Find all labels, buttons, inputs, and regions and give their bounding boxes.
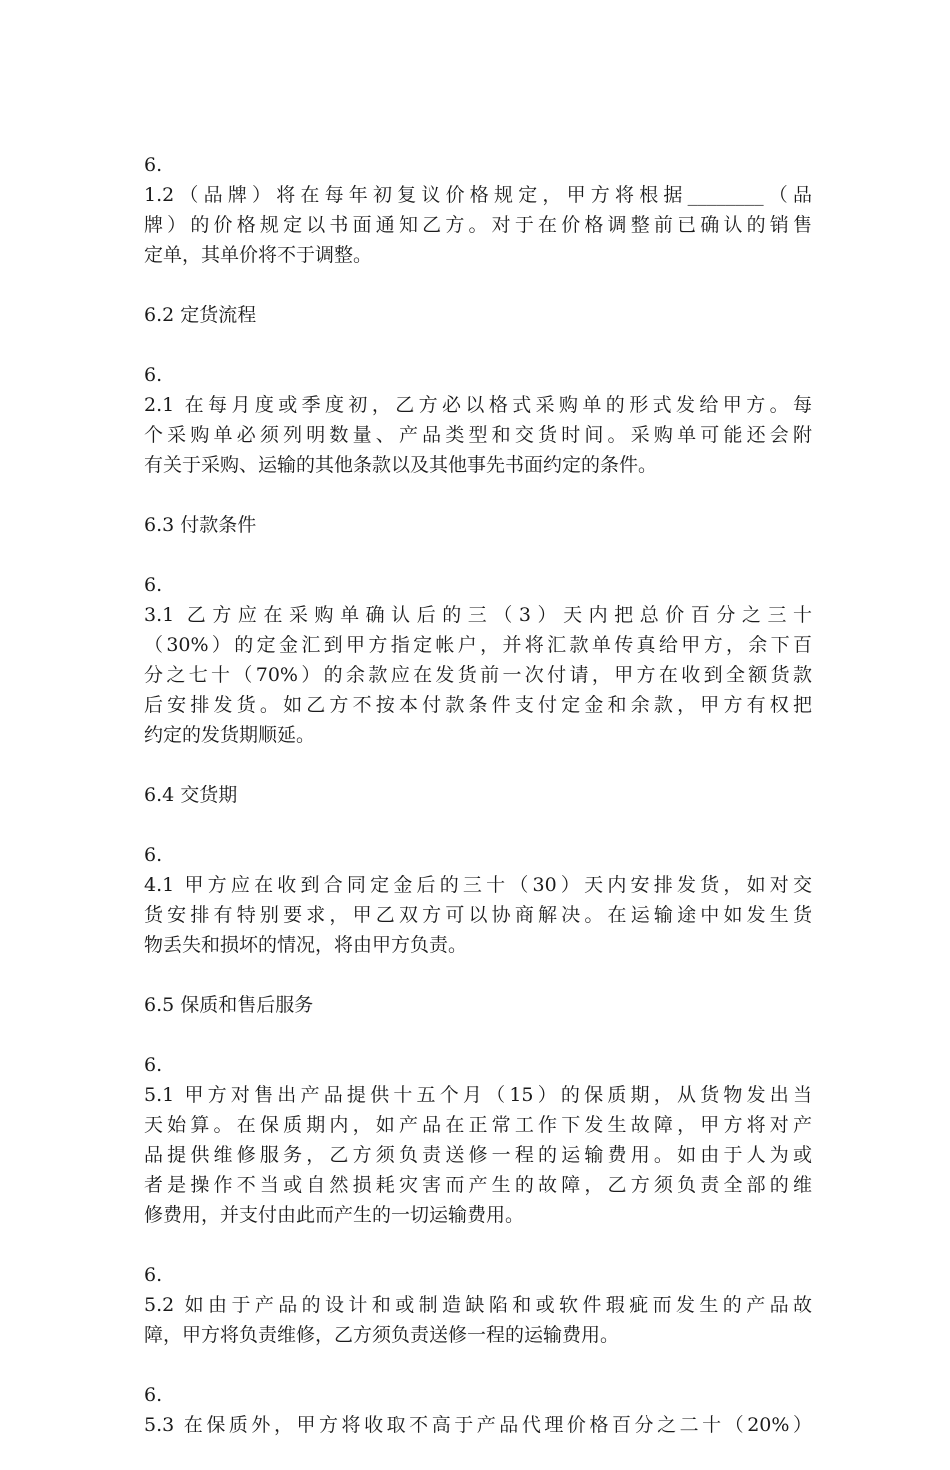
clause-number: 6. — [144, 1054, 163, 1076]
heading-6-4: 6.4 交货期 — [144, 784, 238, 806]
heading-6-2: 6.2 定货流程 — [144, 304, 257, 326]
heading-6-3: 6.3 付款条件 — [144, 514, 257, 536]
heading-6-5: 6.5 保质和售后服务 — [144, 994, 314, 1016]
text-line: 5.2 如由于产品的设计和或制造缺陷和或软件瑕疵而发生的产品故 — [144, 1294, 812, 1316]
text-line: 者是操作不当或自然损耗灾害而产生的故障，乙方须负责全部的维 — [144, 1174, 812, 1196]
text-line: 货安排有特别要求，甲乙双方可以协商解决。在运输途中如发生货 — [144, 904, 812, 926]
text-line: 4.1 甲方应在收到合同定金后的三十（30）天内安排发货，如对交 — [144, 874, 812, 896]
text-line: 修费用，并支付由此而产生的一切运输费用。 — [144, 1204, 525, 1226]
para-6-1-2 — [144, 150, 812, 270]
text-line: 约定的发货期顺延。 — [144, 724, 316, 746]
text-line: 牌）的价格规定以书面通知乙方。对于在价格调整前已确认的销售 — [144, 214, 812, 236]
text-line: 后安排发货。如乙方不按本付款条件支付定金和余款，甲方有权把 — [144, 694, 812, 716]
para-6-2-1 — [144, 360, 812, 480]
text-line: 5.1 甲方对售出产品提供十五个月（15）的保质期，从货物发出当 — [144, 1084, 812, 1106]
clause-number: 6. — [144, 364, 163, 386]
para-6-3-1 — [144, 570, 812, 750]
text-line: 障，甲方将负责维修，乙方须负责送修一程的运输费用。 — [144, 1324, 620, 1346]
clause-number: 6. — [144, 844, 163, 866]
text-line: 1.2（品牌）将在每年初复议价格规定，甲方将根据________（品 — [144, 184, 812, 206]
text-line: 有关于采购、运输的其他条款以及其他事先书面约定的条件。 — [144, 454, 658, 476]
para-6-4-1 — [144, 840, 812, 960]
para-6-5-3 — [144, 1380, 812, 1440]
text-line: 5.3 在保质外，甲方将收取不高于产品代理价格百分之二十（20%） — [144, 1414, 812, 1436]
text-line: 物丢失和损坏的情况，将由甲方负责。 — [144, 934, 468, 956]
text-line: 天始算。在保质期内，如产品在正常工作下发生故障，甲方将对产 — [144, 1114, 812, 1136]
para-6-5-1 — [144, 1050, 812, 1230]
text-line: 品提供维修服务，乙方须负责送修一程的运输费用。如由于人为或 — [144, 1144, 812, 1166]
text-line: （30%）的定金汇到甲方指定帐户，并将汇款单传真给甲方，余下百 — [144, 634, 812, 656]
text-line: 2.1 在每月度或季度初，乙方必以格式采购单的形式发给甲方。每 — [144, 394, 812, 416]
text-line: 分之七十（70%）的余款应在发货前一次付请，甲方在收到全额货款 — [144, 664, 812, 686]
text-line: 定单，其单价将不于调整。 — [144, 244, 373, 266]
para-6-5-2 — [144, 1260, 812, 1350]
clause-number: 6. — [144, 574, 163, 596]
clause-number: 6. — [144, 1264, 163, 1286]
clause-number: 6. — [144, 1384, 163, 1406]
text-line: 个采购单必须列明数量、产品类型和交货时间。采购单可能还会附 — [144, 424, 812, 446]
document-page — [144, 150, 812, 1470]
clause-number: 6. — [144, 154, 163, 176]
text-line: 3.1 乙方应在采购单确认后的三（3）天内把总价百分之三十 — [144, 604, 812, 626]
